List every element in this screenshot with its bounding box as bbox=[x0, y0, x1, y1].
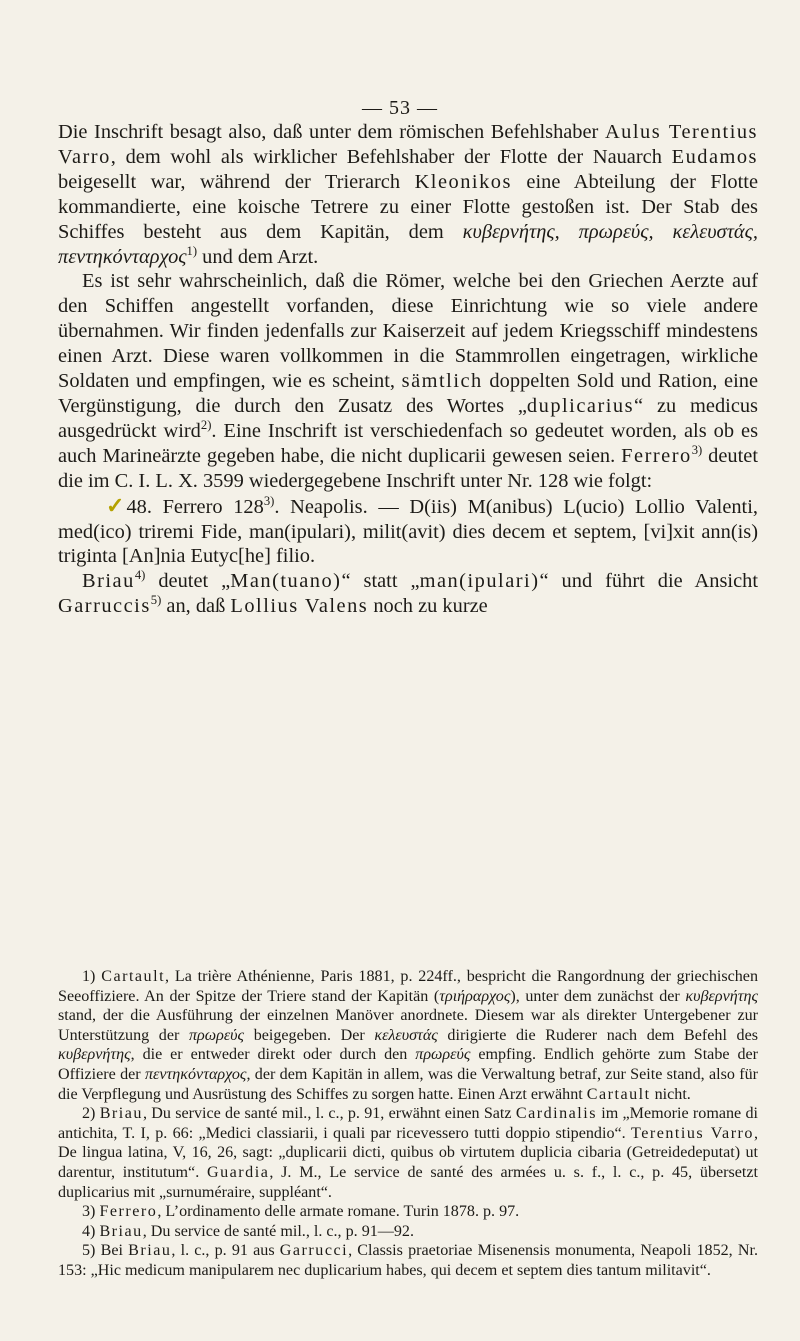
spaced-name: Eudamos bbox=[671, 145, 758, 168]
text-run: . Neapolis. — D(iis) M(anibus) L(ucio) Lollio Valenti, med(ico) triremi Fide, man(ipulari), milit(avit) dies decem et septem, [vi]xit ann(is) triginta [An]nia Eutyc[he] filio. bbox=[58, 495, 758, 568]
text-run: an, daß bbox=[161, 595, 231, 618]
text-run: , Du service de santé mil., l. c., p. 91, erwähnt einen Satz bbox=[142, 1105, 516, 1123]
text-run: empfing. Endlich gehörte zum Stabe der Offiziere der bbox=[58, 1046, 758, 1083]
text-run: 4) bbox=[82, 1222, 100, 1240]
spaced-name: Kleonikos bbox=[414, 170, 512, 193]
text-run: “ statt „ bbox=[341, 570, 420, 593]
greek-term: πρωρεύς bbox=[415, 1046, 471, 1064]
greek-term: τριήραρχος bbox=[439, 987, 511, 1005]
paragraph bbox=[58, 269, 758, 493]
spaced-name: duplicarius bbox=[526, 394, 635, 417]
spaced-name: Garruccis bbox=[58, 595, 151, 618]
text-run: , l. c., p. 91 aus bbox=[171, 1242, 280, 1260]
text-run: , De lingua latina, V, 16, 26, sagt: „duplicarii dicti, quibus ob virtutem duplicia cibaria (Getreidedeputat) ut darentur, institutum“. bbox=[58, 1124, 758, 1181]
text-run: , J. M., Le service de santé des armées u. s. f., l. c., p. 45, übersetzt duplicarius mit „surnuméraire, suppléant“. bbox=[58, 1163, 758, 1201]
spaced-name: Briau bbox=[99, 1105, 143, 1123]
text-run: “ und führt die Ansicht bbox=[539, 570, 758, 593]
spaced-name: sämtlich bbox=[401, 370, 483, 393]
text-run: 2) bbox=[82, 1105, 100, 1123]
text-run: , die er entweder direkt oder durch den bbox=[130, 1046, 416, 1064]
text-run: beigegeben. Der bbox=[244, 1026, 375, 1044]
footnote-ref: 1) bbox=[186, 243, 198, 258]
greek-term: κελευστάς bbox=[374, 1026, 438, 1044]
text-run: stand, der die Ausführung der einzelnen Manöver anordnete. Diesem war als direkter Untergebener zur Unterstützung der bbox=[58, 1007, 758, 1044]
spaced-name: Garrucci bbox=[279, 1242, 349, 1260]
text-run: deutet „ bbox=[145, 570, 231, 593]
spaced-name: Cartault bbox=[586, 1085, 651, 1103]
text-run: eine Abteilung der Flotte kommandierte, eine koische Tetrere zu einer Flotte gestoßen ist. Der Stab des Schiffes besteht aus dem Kapitän, dem bbox=[58, 170, 758, 243]
text-run: deutet die im C. I. L. X. 3599 wiedergegebene Inschrift unter Nr. 128 wie folgt: bbox=[58, 444, 759, 492]
text-run: , der dem Kapitän in allem, was die Verwaltung betraf, zur Seite stand, also für die Verpflegung und Ausrüstung des Schiffes zu sorgen hatte. Einen Arzt erwähnt bbox=[58, 1065, 758, 1103]
greek-term: πεντηκόνταρχος bbox=[144, 1065, 247, 1083]
page-number: — 53 — bbox=[362, 97, 438, 119]
greek-term: κυβερνήτης bbox=[58, 1046, 131, 1064]
text-run: doppelten Sold und Ration, eine Vergünstigung, die durch den Zusatz des Wortes „ bbox=[58, 370, 759, 417]
footnote-ref: 5) bbox=[150, 593, 162, 608]
footnote bbox=[58, 967, 758, 1104]
text-run: , L’ordinamento delle armate romane. Turin 1878. p. 97. bbox=[157, 1203, 520, 1221]
text-run: noch zu kurze bbox=[368, 595, 488, 618]
spaced-name: Aulus Terentius Varro bbox=[58, 121, 758, 168]
spaced-name: Cartault bbox=[101, 968, 166, 985]
greek-term: πρωρεύς bbox=[188, 1026, 245, 1044]
text-run: Es ist sehr wahrscheinlich, daß die Römer, welche bei den Griechen Aerzte auf den Schiffen angestellt vorfanden, diese Einrichtung wie so viele andere übernahmen. Wir finden jedenfalls zur Kaiserzeit auf jedem Kriegsschiff mindestens einen Arzt. Diese waren vollkommen in die Stammrollen eingetragen, wirkliche Soldaten und empfingen, wie es scheint, bbox=[58, 270, 758, 393]
text-run: beigesellt war, während der Trierarch bbox=[58, 170, 415, 193]
spaced-name: Briau bbox=[99, 1222, 143, 1240]
text-run: 5) Bei bbox=[82, 1242, 129, 1260]
text-run: Die Inschrift besagt also, daß unter dem römischen Befehlshaber bbox=[58, 121, 605, 143]
spaced-name: Man(tuano) bbox=[230, 570, 342, 593]
spaced-name: Terentius Varro bbox=[631, 1124, 754, 1142]
paragraph bbox=[58, 494, 758, 570]
spaced-name: Ferrero bbox=[99, 1203, 158, 1221]
spaced-name: Briau bbox=[128, 1242, 172, 1260]
greek-term: κυβερνήτης bbox=[685, 987, 758, 1005]
spaced-name: Guardia bbox=[207, 1163, 270, 1181]
text-run: 1) bbox=[82, 968, 102, 985]
footnote-ref: 3) bbox=[691, 442, 703, 457]
footnotes bbox=[58, 967, 758, 1281]
paragraph bbox=[58, 120, 758, 269]
text-run: 3) bbox=[82, 1203, 100, 1221]
text-run: 48. Ferrero 128 bbox=[126, 495, 264, 518]
text-run: “ zu medicus ausgedrückt wird bbox=[58, 394, 758, 442]
checkmark-icon: ✓ bbox=[106, 492, 125, 518]
spaced-name: man(ipulari) bbox=[419, 570, 540, 593]
text-run: , Du service de santé mil., l. c., p. 91—92. bbox=[142, 1222, 415, 1240]
body-text bbox=[58, 120, 758, 619]
spaced-name: Ferrero bbox=[621, 444, 692, 467]
footnote-ref: 2) bbox=[200, 418, 212, 433]
text-run: im „Memorie romane di antichita, T. I, p. 66: „Medici classiarii, i quali par ricevessero tutti doppio stipendio“. bbox=[58, 1105, 758, 1142]
spaced-name: Lollius Valens bbox=[230, 595, 369, 618]
text-run: , Classis praetoriae Misenensis monumenta, Neapoli 1852, Nr. 153: „Hic medicum manipularem nec duplicarium habes, qui decem et septem dies tantum militavit“. bbox=[58, 1242, 759, 1279]
text-run: , La trière Athénienne, Paris 1881, p. 224ff., bespricht die Rangordnung der griechischen Seeoffiziere. An der Spitze der Triere stand der Kapitän ( bbox=[58, 968, 758, 1005]
text-run: ), unter dem zunächst der bbox=[510, 987, 686, 1005]
paragraph bbox=[58, 569, 758, 619]
footnote-ref: 4) bbox=[134, 568, 146, 583]
footnote bbox=[58, 1104, 758, 1202]
text-run: , dem wohl als wirklicher Befehlshaber der Flotte der Nauarch bbox=[110, 145, 672, 168]
footnote bbox=[58, 1222, 758, 1242]
text-run: nicht. bbox=[650, 1085, 691, 1103]
footnote-ref: 3) bbox=[263, 493, 275, 508]
text-run: . Eine Inschrift ist verschiedenfach so gedeutet worden, als ob es auch Marineärzte gegeben habe, die nicht duplicarii gewesen seien. bbox=[58, 419, 759, 467]
footnote bbox=[58, 1241, 758, 1280]
footnote bbox=[58, 1202, 758, 1222]
text-run: und dem Arzt. bbox=[197, 245, 319, 268]
spaced-name: Briau bbox=[82, 570, 135, 593]
text-run: dirigierte die Ruderer nach dem Befehl des bbox=[437, 1026, 758, 1044]
spaced-name: Cardinalis bbox=[515, 1105, 597, 1123]
greek-term: κυβερνήτης, πρωρεύς, κελευστάς, πεντηκόνταρχος bbox=[58, 220, 758, 268]
